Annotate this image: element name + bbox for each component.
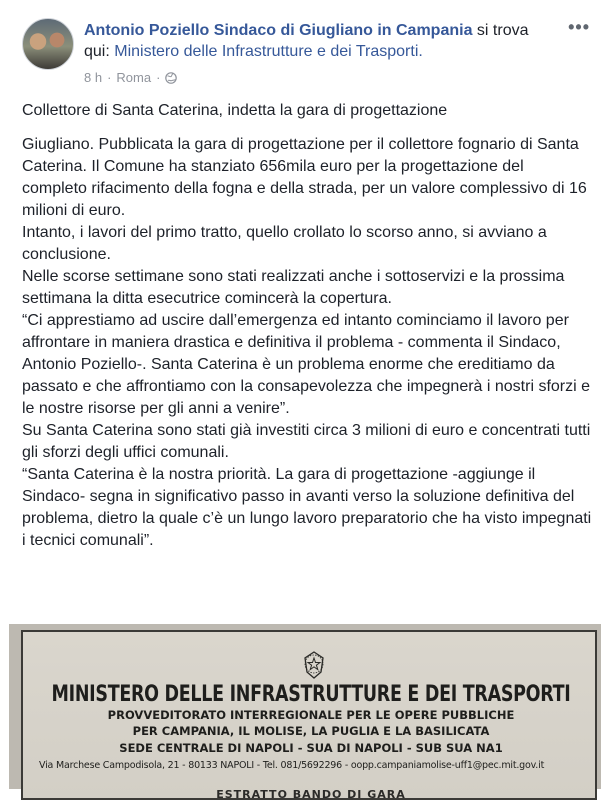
clipping-line-2: PER CAMPANIA, IL MOLISE, LA PUGLIA E LA BASILICATA: [132, 724, 490, 738]
author-line: [84, 20, 544, 62]
clipping-line-3: SEDE CENTRALE DI NAPOLI - SUA DI NAPOLI - SUB SUA NA1: [119, 741, 503, 755]
author-name-link[interactable]: Antonio Poziello Sindaco di Giugliano in Campania: [84, 22, 473, 39]
clipping-cut-line: ESTRATTO BANDO DI GARA: [216, 788, 406, 801]
post-text: Giugliano. Pubblicata la gara di progettazione per il collettore fognario di Santa Caterina. Il Comune ha stanziato 656mila euro per la progettazione del completo rifacimento della fogna e della strada, per un valore complessivo di 16 milioni di euro. Intanto, i lavori del primo tratto, quello crollato lo scorso anno, si avviano a conclusione. Nelle scorse settimane sono stati realizzati anche i sottoservizi e la prossima settimana la ditta esecutrice comincerà la copertura. “Ci apprestiamo ad uscire dall’emergenza ed intanto cominciamo il lavoro per affrontare in maniera drastica e definitiva il problema - commenta il Sindaco, Antonio Poziello-. Santa Caterina è un problema enorme che ereditiamo da passato e che affrontiamo con la consapevolezza che impegnerà i nostri sforzi e le nostre risorse per gli anni a venire”. Su Santa Caterina sono stati già investiti circa 3 milioni di euro e concentrati tutti gli sforzi degli uffici comunali. “Santa Caterina è la nostra priorità. La gara di progettazione -aggiunge il Sindaco- segna in significativo passo in avanti verso la soluzione definitiva del problema, dietro la quale c’è un lungo lavoro preparatorio che ha visto impegnati i tecnici comunali”.: [22, 136, 592, 549]
post-photo[interactable]: [9, 624, 601, 801]
avatar[interactable]: [22, 18, 74, 70]
location-link[interactable]: Ministero delle Infrastrutture e dei Trasporti.: [114, 43, 423, 60]
clipping-address: Via Marchese Campodisola, 21 - 80133 NAPOLI - Tel. 081/5692296 - oopp.campaniamolise-uff1@pec.mit.gov.it: [39, 760, 545, 771]
more-options-icon[interactable]: •••: [568, 17, 590, 37]
post-title: Collettore di Santa Caterina, indetta la gara di progettazione: [22, 102, 448, 119]
globe-icon[interactable]: [165, 72, 177, 84]
post-meta: [84, 70, 177, 85]
post-place[interactable]: Roma: [116, 70, 152, 85]
post-header: [22, 18, 592, 88]
meta-separator: ·: [156, 70, 161, 85]
clipping-title: MINISTERO DELLE INFRASTRUTTURE E DEI TRASPORTI: [51, 682, 571, 707]
checkin-text: si trova qui:: [84, 22, 529, 60]
post-body: [22, 100, 592, 552]
newspaper-clipping: [21, 630, 597, 800]
clipping-line-1: PROVVEDITORATO INTERREGIONALE PER LE OPERE PUBBLICHE: [107, 708, 515, 722]
post-timestamp[interactable]: 8 h: [84, 70, 103, 85]
italian-emblem-icon: [301, 650, 327, 680]
meta-separator: ·: [107, 70, 112, 85]
